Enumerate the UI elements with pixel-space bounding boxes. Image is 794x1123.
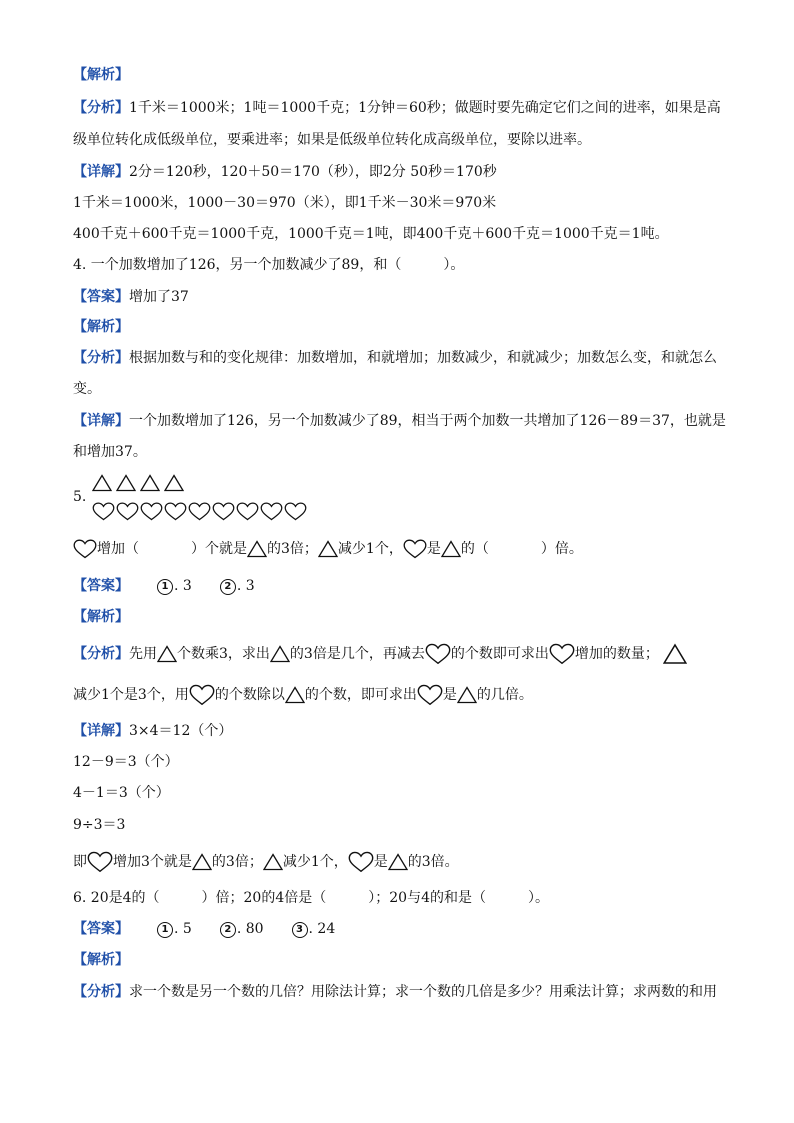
analysis-heading-q4: 【解析】 xyxy=(73,319,129,335)
triangle-icon xyxy=(157,645,177,663)
heart-icon xyxy=(212,502,235,521)
analysis-heading-q5: 【解析】 xyxy=(73,609,129,625)
detail-line-2: 1千米＝1000米，1000－30＝970（米），即1千米－30米＝970米 xyxy=(73,195,497,211)
heart-icon xyxy=(164,502,187,521)
heart-icon xyxy=(189,684,215,706)
detail-q5-line-3: 4－1＝3（个） xyxy=(73,785,170,801)
triangle-icon xyxy=(164,474,184,492)
heart-icon xyxy=(403,539,427,559)
detail-q5-line-1: 【详解】3×4＝12（个） xyxy=(73,723,233,739)
analysis-q5: 【分析】先用 个数乘3，求出 的3倍是几个，再减去 的个数即可求出 增加的数量； xyxy=(73,643,724,665)
triangle-row xyxy=(92,474,184,492)
triangle-icon xyxy=(457,686,477,704)
heart-icon xyxy=(140,502,163,521)
triangle-icon xyxy=(263,853,283,871)
heart-icon xyxy=(236,502,259,521)
triangle-icon xyxy=(441,540,461,558)
heart-icon xyxy=(87,851,113,873)
detail-line-3: 400千克＋600千克＝1000千克，1000千克＝1吨，即400千克＋600千克＝1000千克＝1吨。 xyxy=(73,226,669,242)
question-6: 6. 20是4的（ ）倍；20的4倍是（ ）；20与4的和是（ ）。 xyxy=(73,890,549,906)
heart-row xyxy=(92,502,307,521)
heart-icon xyxy=(348,851,374,873)
analysis-heading-1: 【解析】 xyxy=(73,67,129,83)
analysis-heading-q6: 【解析】 xyxy=(73,952,129,968)
heart-icon xyxy=(417,684,443,706)
detail-q5-line-4: 9÷3＝3 xyxy=(73,817,126,833)
answer-line-q4: 【答案】增加了37 xyxy=(73,289,189,305)
analysis-q4-cont: 变。 xyxy=(73,381,101,397)
analysis-q6: 【分析】求一个数是另一个数的几倍？用除法计算；求一个数的几倍是多少？用乘法计算；求两数的和用 xyxy=(73,984,717,1000)
heart-icon xyxy=(92,502,115,521)
detail-line-1: 【详解】2分＝120秒，120＋50＝170（秒），即2分 50秒＝170秒 xyxy=(73,164,497,180)
triangle-icon xyxy=(192,853,212,871)
heart-icon xyxy=(549,643,575,665)
analysis-paragraph-1: 【分析】1千米＝1000米；1吨＝1000千克；1分钟＝60秒；做题时要先确定它们之间的进率，如果是高 xyxy=(73,100,721,116)
detail-q5-conclusion: 即 增加3个就是 的3倍； 减少1个， 是 的3倍。 xyxy=(73,851,724,873)
heart-icon xyxy=(284,502,307,521)
question-5-text: 增加（ ）个就是 的3倍； 减少1个， 是 的（ ）倍。 xyxy=(73,539,724,559)
triangle-icon xyxy=(116,474,136,492)
answer-line-q6: 【答案】 1 . 5 2 . 80 3 . 24 xyxy=(73,921,336,937)
heart-icon xyxy=(188,502,211,521)
analysis-q5-cont: 减少1个是3个，用 的个数除以 的个数，即可求出 是 的几倍。 xyxy=(73,684,724,706)
triangle-icon xyxy=(285,686,305,704)
triangle-icon xyxy=(140,474,160,492)
triangle-icon xyxy=(318,540,338,558)
heart-icon xyxy=(425,643,451,665)
question-4: 4. 一个加数增加了126，另一个加数减少了89，和（ ）。 xyxy=(73,257,465,273)
triangle-icon xyxy=(247,540,267,558)
heart-icon xyxy=(260,502,283,521)
detail-q4: 【详解】一个加数增加了126，另一个加数减少了89，相当于两个加数一共增加了126－89＝37，也就是 xyxy=(73,413,726,429)
triangle-icon xyxy=(388,853,408,871)
heart-icon xyxy=(116,502,139,521)
detail-q5-line-2: 12－9＝3（个） xyxy=(73,754,179,770)
answer-line-q5: 【答案】 1 . 3 2 . 3 xyxy=(73,578,255,594)
analysis-q4: 【分析】根据加数与和的变化规律：加数增加，和就增加；加数减少，和就减少；加数怎么变，和就怎么 xyxy=(73,350,717,366)
triangle-icon xyxy=(92,474,112,492)
analysis-paragraph-1-cont: 级单位转化成低级单位，要乘进率；如果是低级单位转化成高级单位，要除以进率。 xyxy=(73,132,591,148)
detail-q4-cont: 和增加37。 xyxy=(73,444,147,460)
heart-icon xyxy=(73,539,97,559)
question-5-number: 5. xyxy=(73,489,87,505)
triangle-icon xyxy=(270,645,290,663)
triangle-icon xyxy=(663,643,687,665)
